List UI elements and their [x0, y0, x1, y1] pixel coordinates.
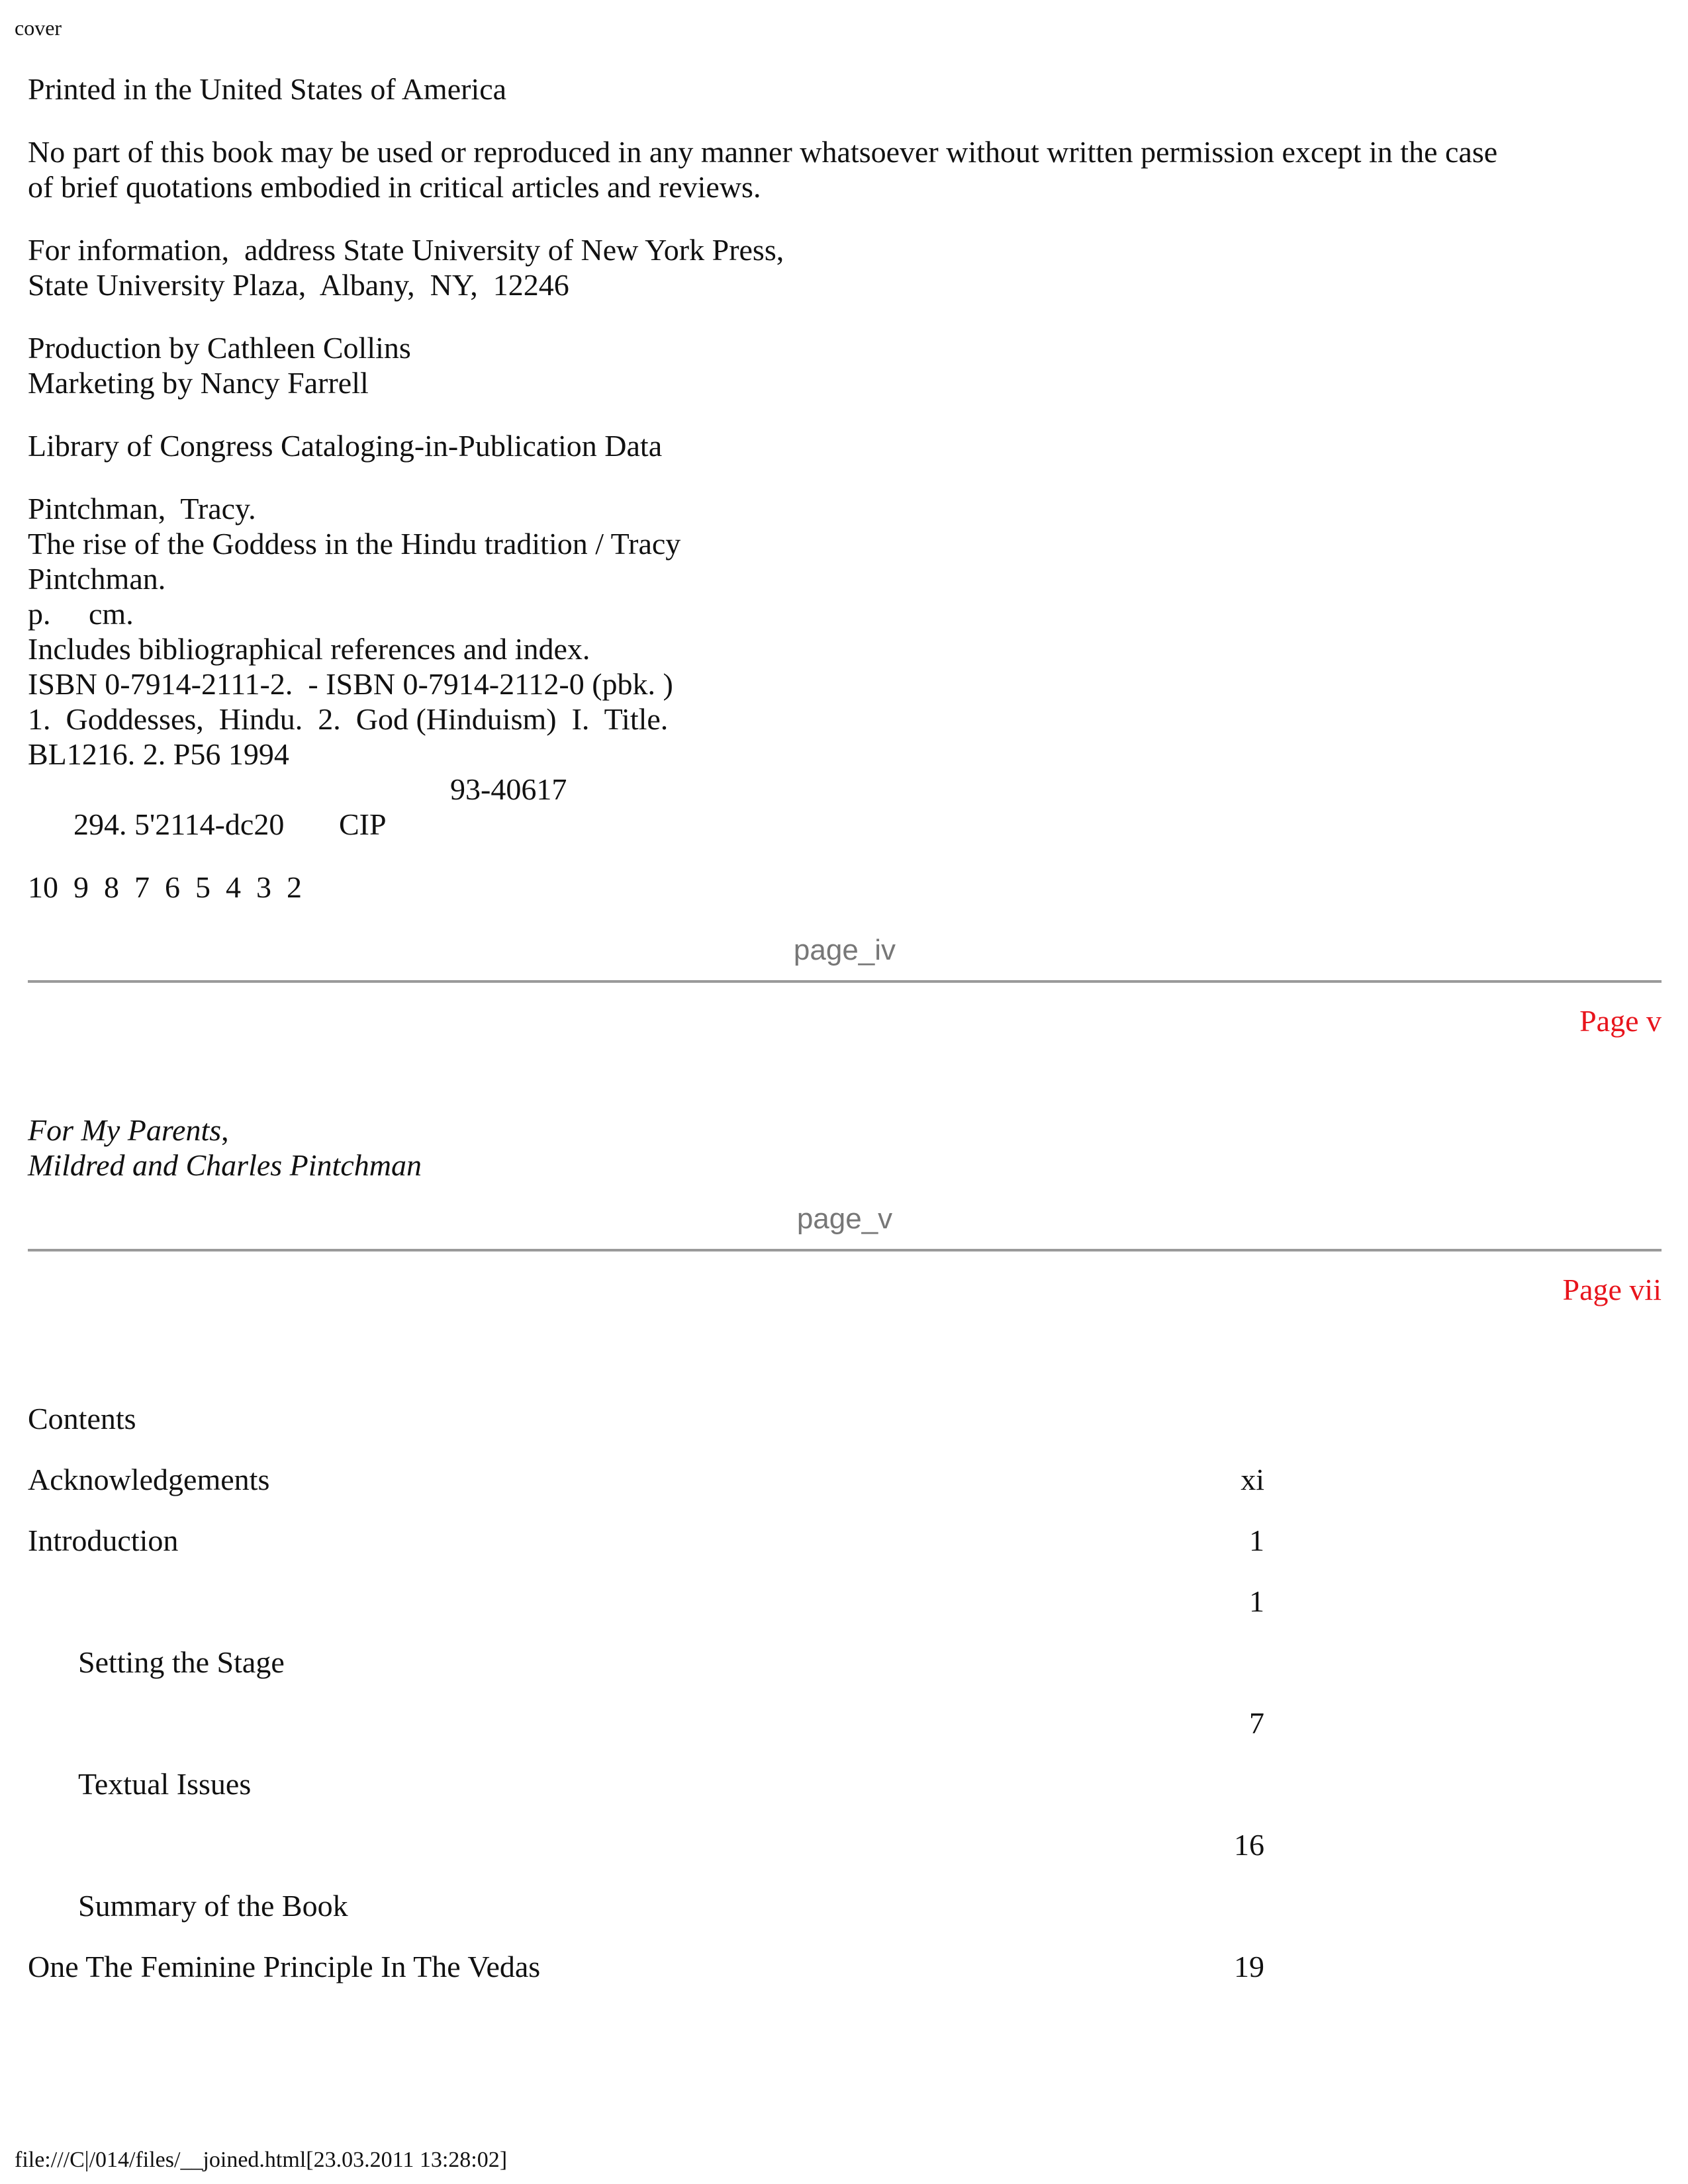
toc-title: One The Feminine Principle In The Vedas: [28, 1950, 541, 1983]
print-line: 10 9 8 7 6 5 4 3 2: [28, 870, 302, 904]
toc-title: Setting the Stage: [78, 1645, 285, 1679]
toc-page: xi: [1241, 1463, 1264, 1496]
lccn-number: 93-40617: [450, 772, 567, 806]
toc-row: [28, 1584, 1662, 1645]
rights-notice: [28, 134, 1662, 205]
toc-title: Introduction: [28, 1524, 179, 1557]
dedication-text: For My Parents: [28, 1113, 222, 1147]
toc-page: 16: [1234, 1828, 1264, 1862]
publisher-address: [28, 232, 1662, 302]
cip-line: 1. Goddesses, Hindu. 2. God (Hinduism) I. Title.: [28, 702, 669, 736]
toc-heading: Contents: [28, 1402, 136, 1435]
cip-heading: Library of Congress Cataloging-in-Publication Data: [28, 429, 663, 463]
toc-row: [28, 1523, 1662, 1584]
toc-page: 1: [1249, 1524, 1264, 1557]
spacer: [28, 1308, 1662, 1401]
cip-line: Includes bibliographical references and index.: [28, 632, 590, 666]
cip-line: ISBN 0-7914-2111-2. - ISBN 0-7914-2112-0 (pbk. ): [28, 667, 673, 701]
cip-mark: CIP: [339, 807, 387, 841]
page-vii-link[interactable]: Page vii: [1562, 1273, 1662, 1306]
page-label-iv: page_iv: [793, 934, 896, 966]
page-label-v: page_v: [796, 1203, 893, 1235]
toc-page: 19: [1234, 1950, 1264, 1983]
dedication-comma: ,: [221, 1113, 229, 1147]
document-content: [28, 71, 1662, 2010]
toc-row: [28, 1645, 1662, 1706]
page-header-label: cover: [15, 16, 62, 40]
dedication-line: [28, 1113, 1662, 1148]
cip-block: [28, 491, 1662, 842]
toc-row: [28, 1706, 1662, 1766]
toc-row: [28, 1462, 1662, 1523]
printed-in-notice: Printed in the United States of America: [28, 72, 507, 106]
toc-title: Textual Issues: [78, 1767, 252, 1801]
cip-line: The rise of the Goddess in the Hindu tradition / Tracy: [28, 527, 681, 561]
cip-line: p. cm.: [28, 597, 134, 631]
rights-line: No part of this book may be used or reproduced in any manner whatsoever without written permission except in the case: [28, 135, 1498, 169]
toc-row: [28, 1888, 1662, 1949]
rights-line: of brief quotations embodied in critical articles and reviews.: [28, 170, 761, 204]
toc-row: [28, 1766, 1662, 1827]
toc-heading-row: [28, 1401, 1662, 1462]
address-line: For information, address State University of New York Press,: [28, 233, 784, 267]
production-credit: Production by Cathleen Collins: [28, 331, 411, 365]
cip-line: BL1216. 2. P56 1994: [28, 737, 289, 771]
dedication: [28, 1113, 1662, 1183]
spacer: [28, 1040, 1662, 1113]
address-line: State University Plaza, Albany, NY, 12246: [28, 268, 569, 302]
cip-line: Pintchman, Tracy.: [28, 492, 256, 525]
dewey-classification: 294. 5'2114-dc20: [73, 807, 285, 841]
dedication-line: Mildred and Charles Pintchman: [28, 1148, 422, 1182]
marketing-credit: Marketing by Nancy Farrell: [28, 366, 369, 400]
toc-row: [28, 1827, 1662, 1888]
cip-line: Pintchman.: [28, 562, 166, 596]
toc-page: 7: [1249, 1706, 1264, 1740]
toc-page: 1: [1249, 1584, 1264, 1618]
production-credits: [28, 330, 1662, 400]
page-v-link[interactable]: Page v: [1579, 1004, 1662, 1038]
toc-row: [28, 1949, 1662, 2010]
page-footer-url: file:///C|/014/files/__joined.html[23.03.2011 13:28:02]: [15, 2148, 508, 2172]
table-of-contents: [28, 1401, 1662, 2010]
toc-title: Summary of the Book: [78, 1889, 348, 1923]
page-divider: [28, 980, 1662, 983]
page-divider: [28, 1249, 1662, 1251]
toc-title: Acknowledgements: [28, 1463, 270, 1496]
